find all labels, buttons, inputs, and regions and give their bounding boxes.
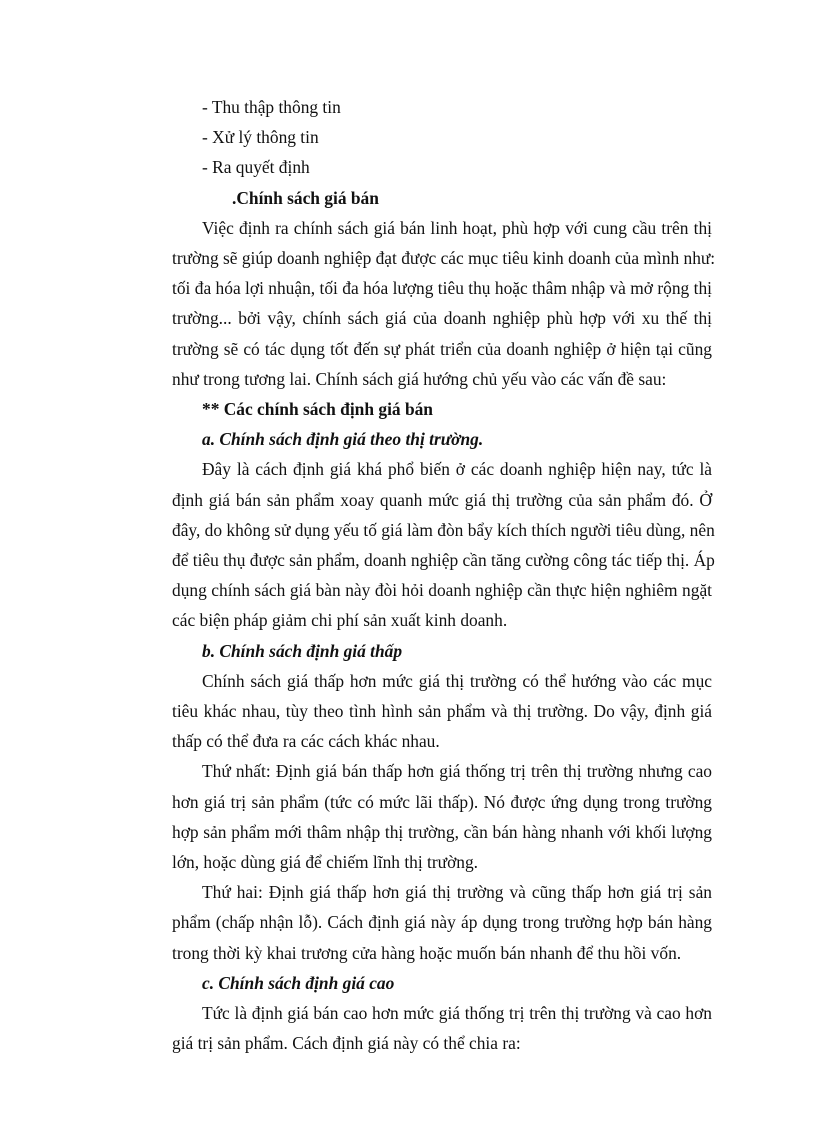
paragraph-line: lớn, hoặc dùng giá để chiếm lĩnh thị trường.: [172, 852, 479, 873]
paragraph-b1: [172, 666, 712, 757]
paragraph-a: [172, 454, 715, 635]
subsection-title: ** Các chính sách định giá bán: [202, 399, 433, 420]
paragraph-c: [172, 998, 712, 1058]
section-title: .Chính sách giá bán: [232, 187, 379, 208]
document-body: [172, 92, 716, 1059]
paragraph-line: trong thời kỳ khai trương cửa hàng hoặc muốn bán nhanh để thu hồi vốn.: [172, 942, 682, 963]
paragraph-line: trường... bởi vậy, chính sách giá của doanh nghiệp phù hợp với xu thế thị: [172, 308, 712, 329]
paragraph-line: đây, do không sử dụng yếu tố giá làm đòn bẩy kích thích người tiêu dùng, nên: [172, 519, 715, 540]
paragraph-line: thấp có thể đưa ra các cách khác nhau.: [172, 731, 440, 752]
intro-paragraph: [172, 213, 716, 394]
paragraph-line: giá trị sản phẩm. Cách định giá này có thể chia ra:: [172, 1033, 521, 1054]
paragraph-line: Chính sách giá thấp hơn mức giá thị trường có thể hướng vào các mục: [202, 670, 712, 691]
paragraph-line: định giá bán sản phẩm xoay quanh mức giá thị trường của sản phẩm đó. Ở: [172, 489, 712, 510]
heading-c: c. Chính sách định giá cao: [202, 972, 395, 993]
paragraph-line: phẩm (chấp nhận lỗ). Cách định giá này áp dụng trong trường hợp bán hàng: [172, 912, 712, 933]
paragraph-line: hợp sản phẩm mới thâm nhập thị trường, cần bán hàng nhanh với khối lượng: [172, 821, 712, 842]
bullet-item: - Ra quyết định: [202, 157, 310, 178]
paragraph-line: hơn giá trị sản phẩm (tức có mức lãi thấp). Nó được ứng dụng trong trường: [172, 791, 712, 812]
paragraph-line: trường sẽ có tác dụng tốt đến sự phát triển của doanh nghiệp ở hiện tại cũng: [172, 338, 712, 359]
paragraph-line: Đây là cách định giá khá phổ biến ở các doanh nghiệp hiện nay, tức là: [202, 459, 712, 480]
paragraph-line: như trong tương lai. Chính sách giá hướng chủ yếu vào các vấn đề sau:: [172, 368, 667, 389]
heading-a: a. Chính sách định giá theo thị trường.: [202, 429, 484, 450]
paragraph-line: tối đa hóa lợi nhuận, tối đa hóa lượng tiêu thụ hoặc thâm nhập và mở rộng thị: [172, 278, 712, 299]
heading-b: b. Chính sách định giá thấp: [202, 640, 403, 661]
paragraph-b3: [172, 877, 712, 968]
paragraph-line: Tức là định giá bán cao hơn mức giá thống trị trên thị trường và cao hơn: [202, 1003, 712, 1024]
paragraph-line: tiêu khác nhau, tùy theo tình hình sản phẩm và thị trường. Do vậy, định giá: [172, 701, 712, 722]
bullet-item: - Thu thập thông tin: [202, 97, 341, 117]
paragraph-line: Thứ nhất: Định giá bán thấp hơn giá thống trị trên thị trường nhưng cao: [202, 761, 712, 782]
paragraph-line: để tiêu thụ được sản phẩm, doanh nghiệp cần tăng cường công tác tiếp thị. Áp: [172, 550, 715, 571]
paragraph-line: trường sẽ giúp doanh nghiệp đạt được các mục tiêu kinh doanh của mình như:: [172, 248, 716, 269]
paragraph-line: Việc định ra chính sách giá bán linh hoạt, phù hợp với cung cầu trên thị: [202, 217, 712, 238]
paragraph-line: dụng chính sách giá bàn này đòi hỏi doanh nghiệp cần thực hiện nghiêm ngặt: [172, 580, 712, 601]
paragraph-line: Thứ hai: Định giá thấp hơn giá thị trường và cũng thấp hơn giá trị sản: [202, 882, 712, 903]
paragraph-line: các biện pháp giảm chi phí sản xuất kinh doanh.: [172, 610, 508, 631]
bullet-item: - Xử lý thông tin: [202, 127, 319, 148]
paragraph-b2: [172, 756, 712, 877]
